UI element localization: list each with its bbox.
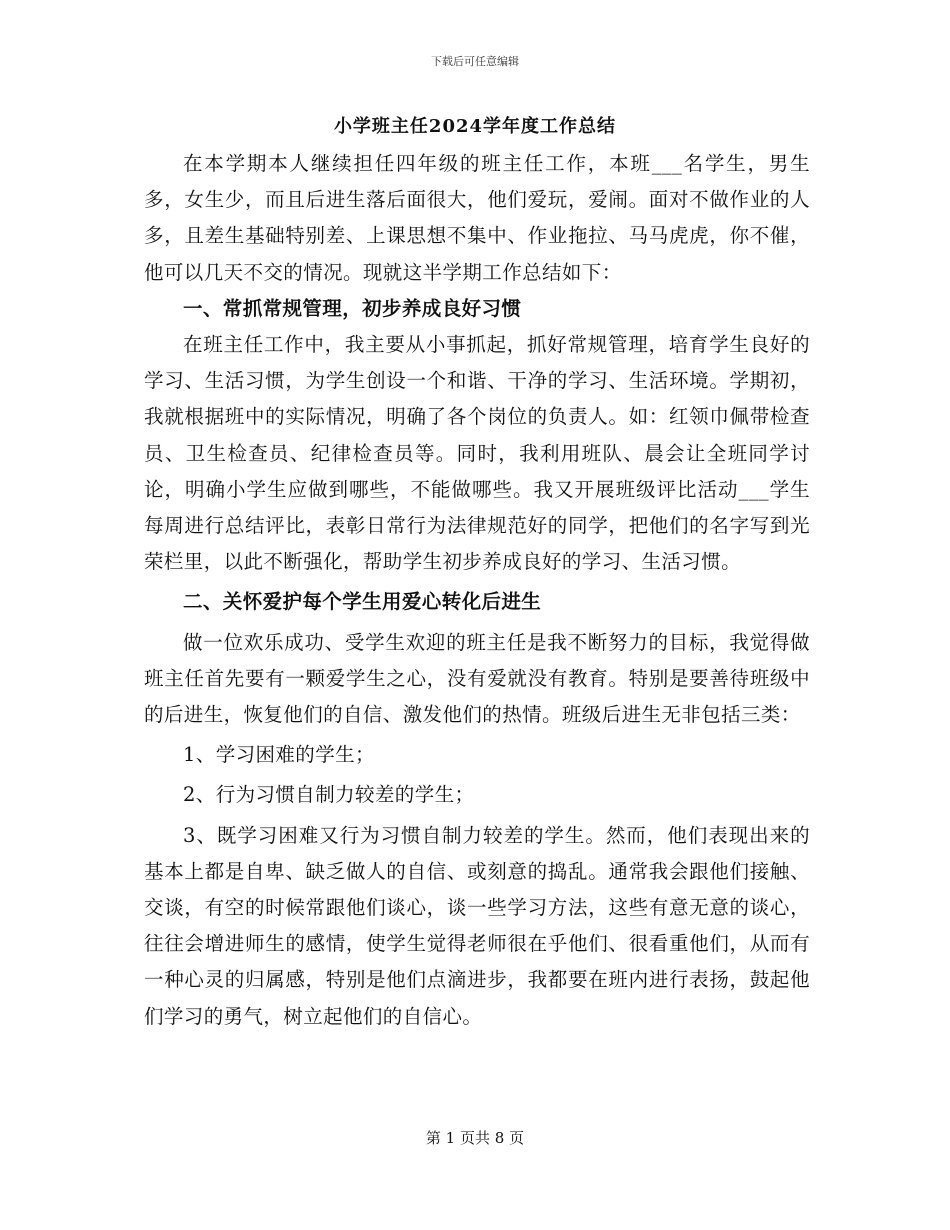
section-heading-1: 一、常抓常规管理，初步养成良好习惯 bbox=[183, 296, 522, 320]
list-item-3: 3、既学习困难又行为习惯自制力较差的学生。然而，他们表现出来的基本上都是自卑、缺乏做人的自信、或刻意的捣乱。通常我会跟他们接触、交谈，有空的时候常跟他们谈心，谈一些学习方法，这些有意无意的谈心，往往会增进师生的感情，使学生觉得老师很在乎他们、很看重他们，从而有一种心灵的归属感，特别是他们点滴进步，我都要在班内进行表扬，鼓起他们学习的勇气，树立起他们的自信心。 bbox=[144, 823, 810, 1028]
paragraph-section-2: 做一位欢乐成功、受学生欢迎的班主任是我不断努力的目标，我觉得做班主任首先要有一颗爱学生之心，没有爱就没有教育。特别是要善待班级中的后进生，恢复他们的自信、激发他们的热情。班级后进生无非包括三类： bbox=[144, 630, 810, 727]
page-header: 下载后可任意编辑 bbox=[431, 55, 519, 68]
paragraph-intro: 在本学期本人继续担任四年级的班主任工作，本班___名学生，男生多，女生少，而且后进生落后面很大，他们爱玩，爱闹。面对不做作业的人多，且差生基础特别差、上课思想不集中、作业拖拉、马马虎虎，你不催，他可以几天不交的情况。现就这半学期工作总结如下： bbox=[144, 152, 810, 284]
paragraph-section-1: 在班主任工作中，我主要从小事抓起，抓好常规管理，培育学生良好的学习、生活习惯，为学生创设一个和谐、干净的学习、生活环境。学期初，我就根据班中的实际情况，明确了各个岗位的负责人。如：红领巾佩带检查员、卫生检查员、纪律检查员等。同时，我利用班队、晨会让全班同学讨论，明确小学生应做到哪些，不能做哪些。我又开展班级评比活动___学生每周进行总结评比，表彰日常行为法律规范好的同学，把他们的名字写到光荣栏里，以此不断强化，帮助学生初步养成良好的学习、生活习惯。 bbox=[144, 333, 810, 574]
document-body bbox=[144, 146, 810, 1035]
list-item-2: 2、行为习惯自制力较差的学生； bbox=[183, 783, 475, 807]
section-heading-2: 二、关怀爱护每个学生用爱心转化后进生 bbox=[183, 590, 542, 614]
page-footer: 第 1 页共 8 页 bbox=[425, 1129, 525, 1147]
list-item-1: 1、学习困难的学生； bbox=[183, 743, 375, 767]
document-title: 小学班主任2024学年度工作总结 bbox=[333, 116, 617, 137]
